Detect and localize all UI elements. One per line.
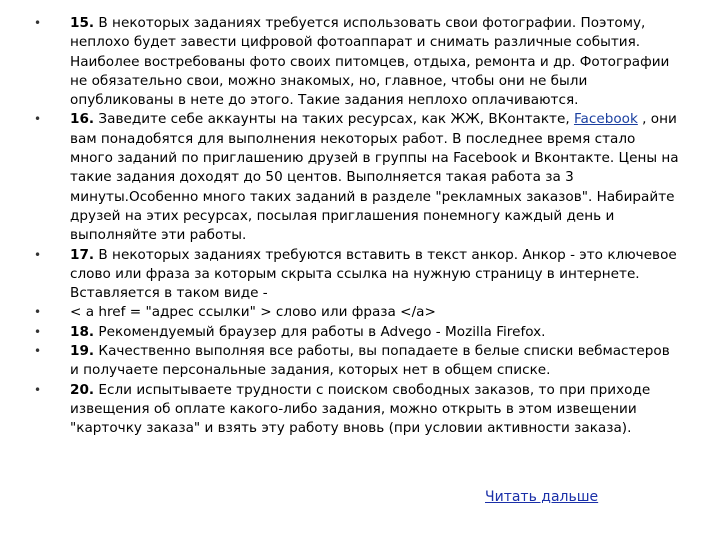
bullet-icon: • (34, 382, 42, 397)
item-text: В некоторых заданиях требуются вставить в текст анкор. Анкор - это ключевое слово или фраза за которым скрыта ссылка на нужную страницу в интернете. Вставляется в таком виде - (70, 246, 677, 302)
facebook-link[interactable]: Facebook (573, 111, 638, 128)
list-item-15 (0, 14, 720, 110)
list-item-19 (0, 342, 720, 381)
list-item-18 (0, 323, 720, 342)
list-item-anchor-example (0, 303, 720, 322)
bullet-icon: • (34, 324, 42, 339)
item-text: < a href = "адрес ссылки" > слово или фраза </a> (70, 304, 436, 321)
bullet-icon: • (34, 344, 42, 359)
bullet-icon: • (34, 305, 42, 320)
item-number: 15. (70, 15, 95, 31)
item-text: Если испытываете трудности с поиском свободных заказов, то при приходе извещения об оплате какого-либо задания, можно открыть в этом извещении "карточку заказа" и взять эту работу вновь (при условии активности заказа). (70, 381, 651, 437)
item-text: Заведите себе аккаунты на таких ресурсах, как ЖЖ, ВКонтакте, (94, 111, 574, 128)
bullet-icon: • (34, 112, 42, 127)
bullet-icon: • (34, 247, 42, 262)
item-text: Качественно выполняя все работы, вы попадаете в белые списки вебмастеров и получаете персональные задания, которых нет в общем списке. (70, 343, 670, 379)
item-text-continued: , они вам понадобятся для выполнения некоторых работ. В последнее время стало много заданий по приглашению друзей в группы на Facebook и Вконтакте. Цены на такие задания доходят до 50 центов. Выполняется такая работа за 3 минуты.Особенно много таких заданий в разделе "рекламных заказов". Набирайте друзей на этих ресурсах, посылая приглашения понемногу каждый день и выполняйте эти работы. (70, 111, 679, 244)
read-more-link[interactable]: Читать дальше (485, 489, 599, 505)
list-item-16 (0, 110, 720, 245)
content-list (0, 14, 720, 439)
bullet-icon: • (34, 16, 42, 30)
list-item-20 (0, 381, 720, 439)
item-text: В некоторых заданиях требуется использовать свои фотографии. Поэтому, неплохо будет завести цифровой фотоаппарат и снимать различные события. Наиболее востребованы фото своих питомцев, отдыха, ремонта и др. Фотографии не обязательно свои, можно знакомых, но, главное, чтобы они не были опубликованы в нете до этого. Такие задания неплохо оплачиваются. (70, 15, 670, 109)
list-item-17 (0, 246, 720, 304)
item-number: 17. (70, 246, 95, 263)
item-text: Рекомендуемый браузер для работы в Advego - Mozilla Firefox. (94, 323, 546, 340)
item-number: 20. (70, 381, 95, 398)
item-number: 16. (70, 111, 95, 128)
item-number: 19. (70, 343, 95, 360)
item-number: 18. (70, 323, 95, 340)
